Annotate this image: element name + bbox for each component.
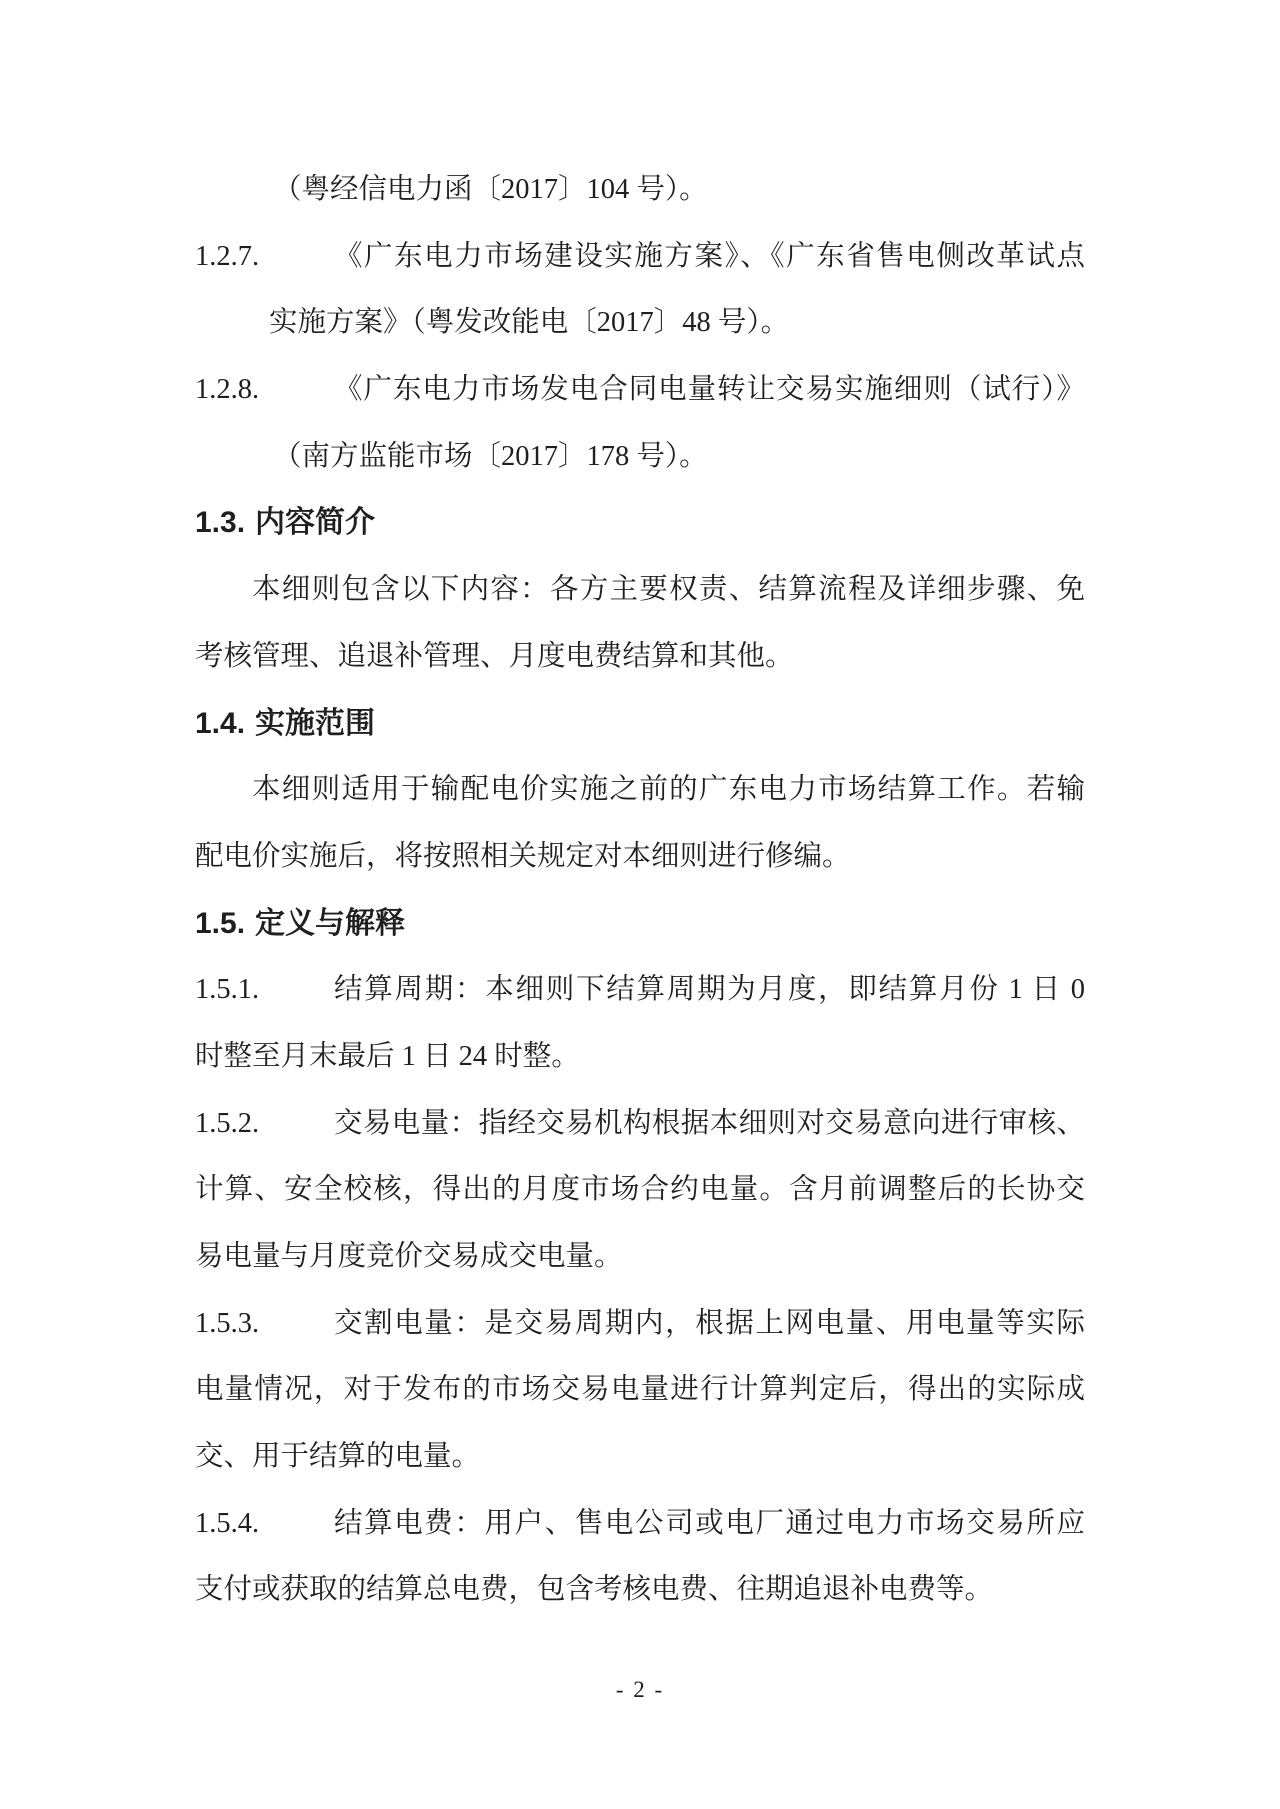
list-item-text: 结算电费：用户、售电公司或电厂通过电力市场交易所应 xyxy=(334,1507,1085,1539)
list-item-number: 1.5.1. xyxy=(195,974,260,1006)
paragraph-line: 本细则适用于输配电价实施之前的广东电力市场结算工作。若输 xyxy=(252,774,1085,806)
list-item-1-5-4 xyxy=(195,1491,1085,1558)
list-item-number: 1.5.3. xyxy=(195,1307,260,1339)
list-item-1-5-1-continuation: 时整至月末最后 1 日 24 时整。 xyxy=(195,1040,580,1072)
list-item-1-5-3-continuation: 交、用于结算的电量。 xyxy=(195,1441,481,1473)
list-item-text: 《广东电力市场发电合同电量转让交易实施细则（试行）》 xyxy=(334,374,1085,406)
list-item-1-5-3 xyxy=(195,1291,1085,1358)
list-item-1-2-8 xyxy=(195,357,1085,424)
page-number: - 2 - xyxy=(615,1677,665,1702)
paragraph-line: 配电价实施后，将按照相关规定对本细则进行修编。 xyxy=(195,840,851,872)
reference-line-104: （粤经信电力函〔2017〕104 号）。 xyxy=(273,174,708,205)
section-number: 1.4. xyxy=(195,706,246,740)
section-title: 实施范围 xyxy=(255,706,376,740)
list-item-text: 交割电量：是交易周期内，根据上网电量、用电量等实际 xyxy=(334,1307,1085,1339)
list-item-1-5-2-continuation: 易电量与月度竞价交易成交电量。 xyxy=(195,1241,623,1272)
list-item-text: 《广东电力市场建设实施方案》、《广东省售电侧改革试点 xyxy=(334,240,1085,272)
section-title: 内容简介 xyxy=(255,506,376,540)
section-title: 定义与解释 xyxy=(255,906,406,940)
section-heading-1-3 xyxy=(195,490,1085,557)
document-body xyxy=(195,157,1085,1624)
list-item-text: 交易电量：指经交易机构根据本细则对交易意向进行审核、 xyxy=(334,1107,1085,1139)
list-item-1-2-7-continuation: 实施方案》（粤发改能电〔2017〕48 号）。 xyxy=(269,307,790,339)
list-item-number: 1.5.4. xyxy=(195,1507,260,1539)
list-item-1-2-8-continuation: （南方监能市场〔2017〕178 号）。 xyxy=(273,440,708,472)
list-item-1-5-3-continuation: 电量情况，对于发布的市场交易电量进行计算判定后，得出的实际成 xyxy=(195,1374,1085,1406)
list-item-text: 结算周期：本细则下结算周期为月度，即结算月份 1 日 0 xyxy=(334,974,1085,1006)
section-number: 1.3. xyxy=(195,506,246,540)
list-item-number: 1.5.2. xyxy=(195,1107,260,1139)
list-item-number: 1.2.7. xyxy=(195,240,260,272)
list-item-1-5-2-continuation: 计算、安全校核，得出的月度市场合约电量。含月前调整后的长协交 xyxy=(195,1174,1085,1206)
paragraph-line: 考核管理、追退补管理、月度电费结算和其他。 xyxy=(195,640,794,672)
section-heading-1-4 xyxy=(195,691,1085,758)
section-heading-1-5 xyxy=(195,891,1085,958)
list-item-1-5-2 xyxy=(195,1091,1085,1158)
section-number: 1.5. xyxy=(195,906,246,940)
list-item-1-5-1 xyxy=(195,957,1085,1024)
list-item-number: 1.2.8. xyxy=(195,374,260,406)
list-item-1-5-4-continuation: 支付或获取的结算总电费，包含考核电费、往期追退补电费等。 xyxy=(195,1574,994,1606)
list-item-1-2-7 xyxy=(195,224,1085,291)
paragraph-line: 本细则包含以下内容：各方主要权责、结算流程及详细步骤、免 xyxy=(252,574,1085,606)
